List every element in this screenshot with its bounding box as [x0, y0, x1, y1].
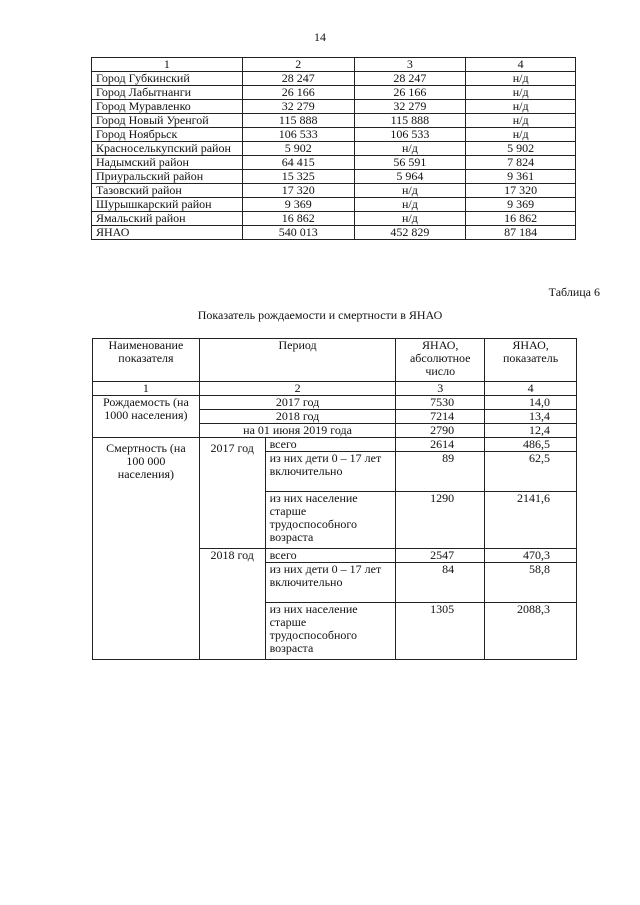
table-cell: 87 184 [466, 226, 576, 240]
table-cell: н/д [466, 128, 576, 142]
table-cell: 16 862 [466, 212, 576, 226]
table-cell: 2088,3 [485, 603, 577, 660]
table-cell: 2614 [396, 438, 485, 452]
table-cell: 26 166 [354, 86, 466, 100]
year-cell: 2018 год [199, 549, 265, 660]
table-cell: 32 279 [242, 100, 354, 114]
table-cell: 12,4 [485, 424, 577, 438]
table-header-row [93, 339, 577, 382]
table-cell: 15 325 [242, 170, 354, 184]
table-label: Таблица 6 [548, 285, 600, 299]
table-row [92, 142, 576, 156]
table-cell: Красноселькупский район [92, 142, 243, 156]
table-row [92, 100, 576, 114]
table-row [93, 396, 577, 410]
table-cell: 32 279 [354, 100, 466, 114]
table-cell: н/д [466, 114, 576, 128]
table-cell: 540 013 [242, 226, 354, 240]
table-cell: 106 533 [354, 128, 466, 142]
death-label: Смертность (на 100 000 населения) [93, 438, 200, 660]
table-title: Показатель рождаемости и смертности в ЯНАО [197, 308, 443, 322]
table-cell: Тазовский район [92, 184, 243, 198]
header-period: Период [199, 339, 395, 382]
table-header-cell: 1 [92, 58, 243, 72]
table-cell: н/д [354, 184, 466, 198]
table-cell: Город Муравленко [92, 100, 243, 114]
table-cell: 2141,6 [485, 492, 577, 549]
table-cell: н/д [354, 198, 466, 212]
table-row [92, 86, 576, 100]
table-cell: Приуральский район [92, 170, 243, 184]
table-cell: 84 [396, 563, 485, 603]
table-cell: 2018 год [199, 410, 395, 424]
table-row [92, 212, 576, 226]
table-cell: 17 320 [466, 184, 576, 198]
table-cell: 62,5 [485, 452, 577, 492]
table-row [92, 72, 576, 86]
table-cell: из них дети 0 – 17 лет включительно [265, 563, 396, 603]
table-cell: 28 247 [242, 72, 354, 86]
table-cell: 9 361 [466, 170, 576, 184]
table-cell: на 01 июня 2019 года [199, 424, 395, 438]
table-cell: 2790 [396, 424, 485, 438]
table-row [92, 198, 576, 212]
table-header-row [92, 58, 576, 72]
birth-death-table [92, 338, 577, 660]
table-cell: н/д [466, 86, 576, 100]
table-cell: Надымский район [92, 156, 243, 170]
table-cell: 470,3 [485, 549, 577, 563]
table-cell: Ямальский район [92, 212, 243, 226]
table-cell: 1305 [396, 603, 485, 660]
table-cell: 115 888 [354, 114, 466, 128]
table-cell: всего [265, 549, 396, 563]
table-numbers-row [93, 382, 577, 396]
table-row [92, 114, 576, 128]
page-number: 14 [314, 30, 326, 44]
table-cell: 106 533 [242, 128, 354, 142]
table-cell: 89 [396, 452, 485, 492]
table-cell: 9 369 [466, 198, 576, 212]
table-cell: из них дети 0 – 17 лет включительно [265, 452, 396, 492]
header-rate: ЯНАО, показатель [485, 339, 577, 382]
table-cell: 452 829 [354, 226, 466, 240]
table-cell: 14,0 [485, 396, 577, 410]
table-cell: 7 824 [466, 156, 576, 170]
table-cell: Город Ноябрьск [92, 128, 243, 142]
header-indicator: Наименование показателя [93, 339, 200, 382]
table-cell: 26 166 [242, 86, 354, 100]
column-number: 3 [396, 382, 485, 396]
table-row [92, 128, 576, 142]
population-table [91, 57, 576, 240]
table-row [93, 438, 577, 452]
table-cell: 1290 [396, 492, 485, 549]
table-cell: 58,8 [485, 563, 577, 603]
table-row [92, 170, 576, 184]
table-cell: н/д [354, 142, 466, 156]
table-cell: н/д [354, 212, 466, 226]
table-cell: 7530 [396, 396, 485, 410]
table-cell: н/д [466, 100, 576, 114]
table-cell: 64 415 [242, 156, 354, 170]
table-cell: 16 862 [242, 212, 354, 226]
table-cell: Город Новый Уренгой [92, 114, 243, 128]
year-cell: 2017 год [199, 438, 265, 549]
table-cell: н/д [466, 72, 576, 86]
column-number: 4 [485, 382, 577, 396]
table-cell: 486,5 [485, 438, 577, 452]
table-cell: 56 591 [354, 156, 466, 170]
table-total-row [92, 226, 576, 240]
column-number: 1 [93, 382, 200, 396]
table-cell: 2547 [396, 549, 485, 563]
table-cell: 115 888 [242, 114, 354, 128]
table-row [92, 184, 576, 198]
table-header-cell: 4 [466, 58, 576, 72]
table-cell: из них население старше трудоспособного возраста [265, 603, 396, 660]
table-cell: из них население старше трудоспособного возраста [265, 492, 396, 549]
table-header-cell: 2 [242, 58, 354, 72]
birth-label: Рождаемость (на 1000 населения) [93, 396, 200, 438]
table-cell: 9 369 [242, 198, 354, 212]
table-cell: 13,4 [485, 410, 577, 424]
table-cell: 5 902 [466, 142, 576, 156]
table-cell: 17 320 [242, 184, 354, 198]
table-cell: 7214 [396, 410, 485, 424]
table-cell: ЯНАО [92, 226, 243, 240]
table-header-cell: 3 [354, 58, 466, 72]
table-cell: Шурышкарский район [92, 198, 243, 212]
table-cell: Город Лабытнанги [92, 86, 243, 100]
column-number: 2 [199, 382, 395, 396]
table-cell: Город Губкинский [92, 72, 243, 86]
table-row [92, 156, 576, 170]
header-absolute: ЯНАО, абсолютное число [396, 339, 485, 382]
table-cell: 28 247 [354, 72, 466, 86]
table-cell: 2017 год [199, 396, 395, 410]
table-cell: 5 964 [354, 170, 466, 184]
table-cell: 5 902 [242, 142, 354, 156]
table-cell: всего [265, 438, 396, 452]
